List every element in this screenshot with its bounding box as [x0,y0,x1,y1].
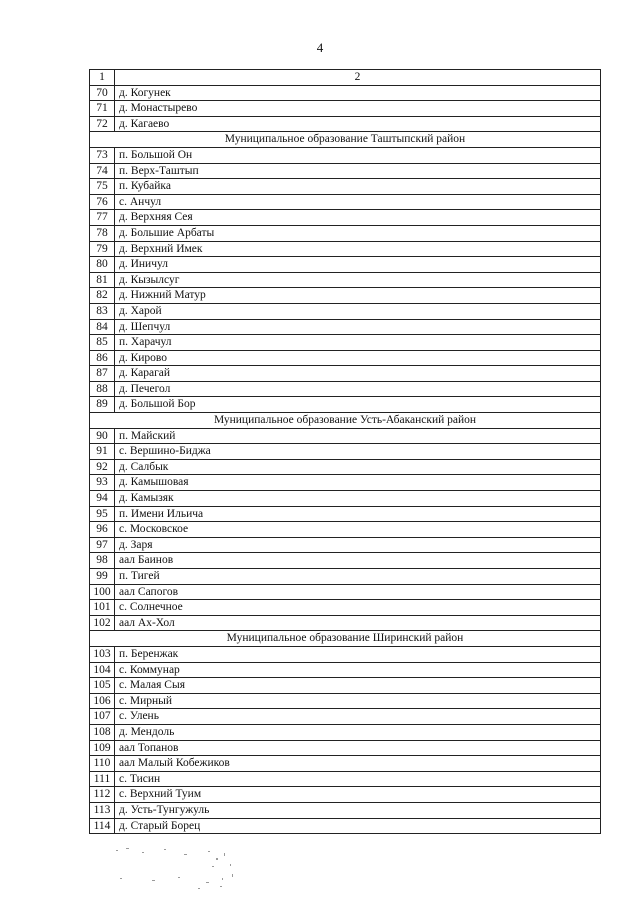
row-number: 95 [90,506,115,522]
row-number: 81 [90,272,115,288]
row-number: 78 [90,225,115,241]
settlement-name: д. Харой [115,303,601,319]
table-row [90,116,601,132]
page-number: 4 [316,40,324,55]
table-row [90,101,601,117]
row-number: 103 [90,646,115,662]
settlement-name: с. Анчул [115,194,601,210]
settlement-name: аал Баинов [115,553,601,569]
settlement-name: д. Верхний Имек [115,241,601,257]
row-number: 83 [90,303,115,319]
row-number: 89 [90,397,115,413]
table-row [90,428,601,444]
table-row [90,397,601,413]
settlement-name: д. Большие Арбаты [115,225,601,241]
table-row [90,771,601,787]
row-number: 74 [90,163,115,179]
table-row [90,303,601,319]
settlement-name: с. Улень [115,709,601,725]
settlement-name: д. Заря [115,537,601,553]
table-row [90,787,601,803]
table-row [90,506,601,522]
row-number: 100 [90,584,115,600]
row-number: 88 [90,381,115,397]
column-header-name: 2 [115,70,601,86]
section-header-row [90,132,601,148]
table-row [90,85,601,101]
row-number: 72 [90,116,115,132]
table-row [90,163,601,179]
table-row [90,366,601,382]
section-header-row [90,413,601,429]
settlement-name: д. Нижний Матур [115,288,601,304]
row-number: 108 [90,724,115,740]
settlement-name: д. Салбык [115,459,601,475]
row-number: 104 [90,662,115,678]
row-number: 105 [90,678,115,694]
settlement-name: п. Харачул [115,335,601,351]
settlement-name: д. Шепчул [115,319,601,335]
row-number: 99 [90,569,115,585]
row-number: 113 [90,802,115,818]
table-row [90,615,601,631]
settlement-name: д. Кирово [115,350,601,366]
row-number: 82 [90,288,115,304]
table-row [90,662,601,678]
row-number: 71 [90,101,115,117]
row-number: 106 [90,693,115,709]
table-row [90,335,601,351]
settlement-name: п. Тигей [115,569,601,585]
row-number: 75 [90,179,115,195]
row-number: 90 [90,428,115,444]
row-number: 79 [90,241,115,257]
table-row [90,756,601,772]
settlement-name: с. Коммунар [115,662,601,678]
table-row [90,444,601,460]
settlement-name: д. Верхняя Сея [115,210,601,226]
settlement-name: аал Сапогов [115,584,601,600]
settlement-name: д. Камышовая [115,475,601,491]
settlement-name: д. Усть-Тунгужуль [115,802,601,818]
table-row [90,272,601,288]
row-number: 80 [90,257,115,273]
row-number: 87 [90,366,115,382]
table-row [90,724,601,740]
table-header-row [90,70,601,86]
table-row [90,693,601,709]
row-number: 111 [90,771,115,787]
row-number: 97 [90,537,115,553]
settlement-name: д. Камызяк [115,491,601,507]
table-row [90,709,601,725]
row-number: 102 [90,615,115,631]
table-row [90,350,601,366]
settlement-name: д. Монастырево [115,101,601,117]
settlement-name: д. Иничул [115,257,601,273]
row-number: 70 [90,85,115,101]
settlement-name: аал Малый Кобежиков [115,756,601,772]
table-row [90,491,601,507]
section-header-row [90,631,601,647]
settlement-name: д. Кызылсуг [115,272,601,288]
table-row [90,179,601,195]
row-number: 91 [90,444,115,460]
settlement-name: д. Большой Бор [115,397,601,413]
table-row [90,569,601,585]
row-number: 85 [90,335,115,351]
table-row [90,225,601,241]
settlement-name: с. Тисин [115,771,601,787]
settlement-name: п. Майский [115,428,601,444]
row-number: 107 [90,709,115,725]
settlements-table [89,69,601,834]
table-row [90,553,601,569]
table-row [90,459,601,475]
settlement-name: п. Большой Он [115,147,601,163]
settlement-name: аал Ах-Хол [115,615,601,631]
settlement-name: д. Старый Борец [115,818,601,834]
row-number: 84 [90,319,115,335]
settlement-name: п. Верх-Таштып [115,163,601,179]
settlements-table-body [90,70,601,834]
table-row [90,210,601,226]
settlement-name: с. Московское [115,522,601,538]
table-row [90,646,601,662]
row-number: 92 [90,459,115,475]
table-row [90,802,601,818]
row-number: 109 [90,740,115,756]
table-row [90,319,601,335]
table-row [90,381,601,397]
row-number: 96 [90,522,115,538]
table-row [90,584,601,600]
settlement-name: аал Топанов [115,740,601,756]
row-number: 76 [90,194,115,210]
row-number: 73 [90,147,115,163]
section-title: Муниципальное образование Таштыпский район [90,132,601,148]
settlement-name: д. Карагай [115,366,601,382]
table-row [90,740,601,756]
table-row [90,678,601,694]
settlement-name: с. Верхний Туим [115,787,601,803]
settlement-name: д. Печегол [115,381,601,397]
settlement-name: п. Имени Ильича [115,506,601,522]
column-header-number: 1 [90,70,115,86]
row-number: 98 [90,553,115,569]
settlement-name: п. Беренжак [115,646,601,662]
scan-artifact [112,844,242,894]
settlement-name: п. Кубайка [115,179,601,195]
table-row [90,818,601,834]
row-number: 86 [90,350,115,366]
row-number: 77 [90,210,115,226]
settlement-name: д. Кагаево [115,116,601,132]
row-number: 110 [90,756,115,772]
table-row [90,537,601,553]
settlement-name: с. Малая Сыя [115,678,601,694]
row-number: 93 [90,475,115,491]
section-title: Муниципальное образование Усть-Абаканский район [90,413,601,429]
row-number: 112 [90,787,115,803]
settlement-name: д. Когунек [115,85,601,101]
table-row [90,241,601,257]
table-row [90,257,601,273]
settlement-name: с. Мирный [115,693,601,709]
table-row [90,288,601,304]
settlement-name: с. Вершино-Биджа [115,444,601,460]
settlement-name: с. Солнечное [115,600,601,616]
table-row [90,475,601,491]
section-title: Муниципальное образование Ширинский район [90,631,601,647]
table-row [90,600,601,616]
row-number: 94 [90,491,115,507]
table-row [90,147,601,163]
table-row [90,194,601,210]
table-row [90,522,601,538]
row-number: 101 [90,600,115,616]
settlement-name: д. Мендоль [115,724,601,740]
row-number: 114 [90,818,115,834]
